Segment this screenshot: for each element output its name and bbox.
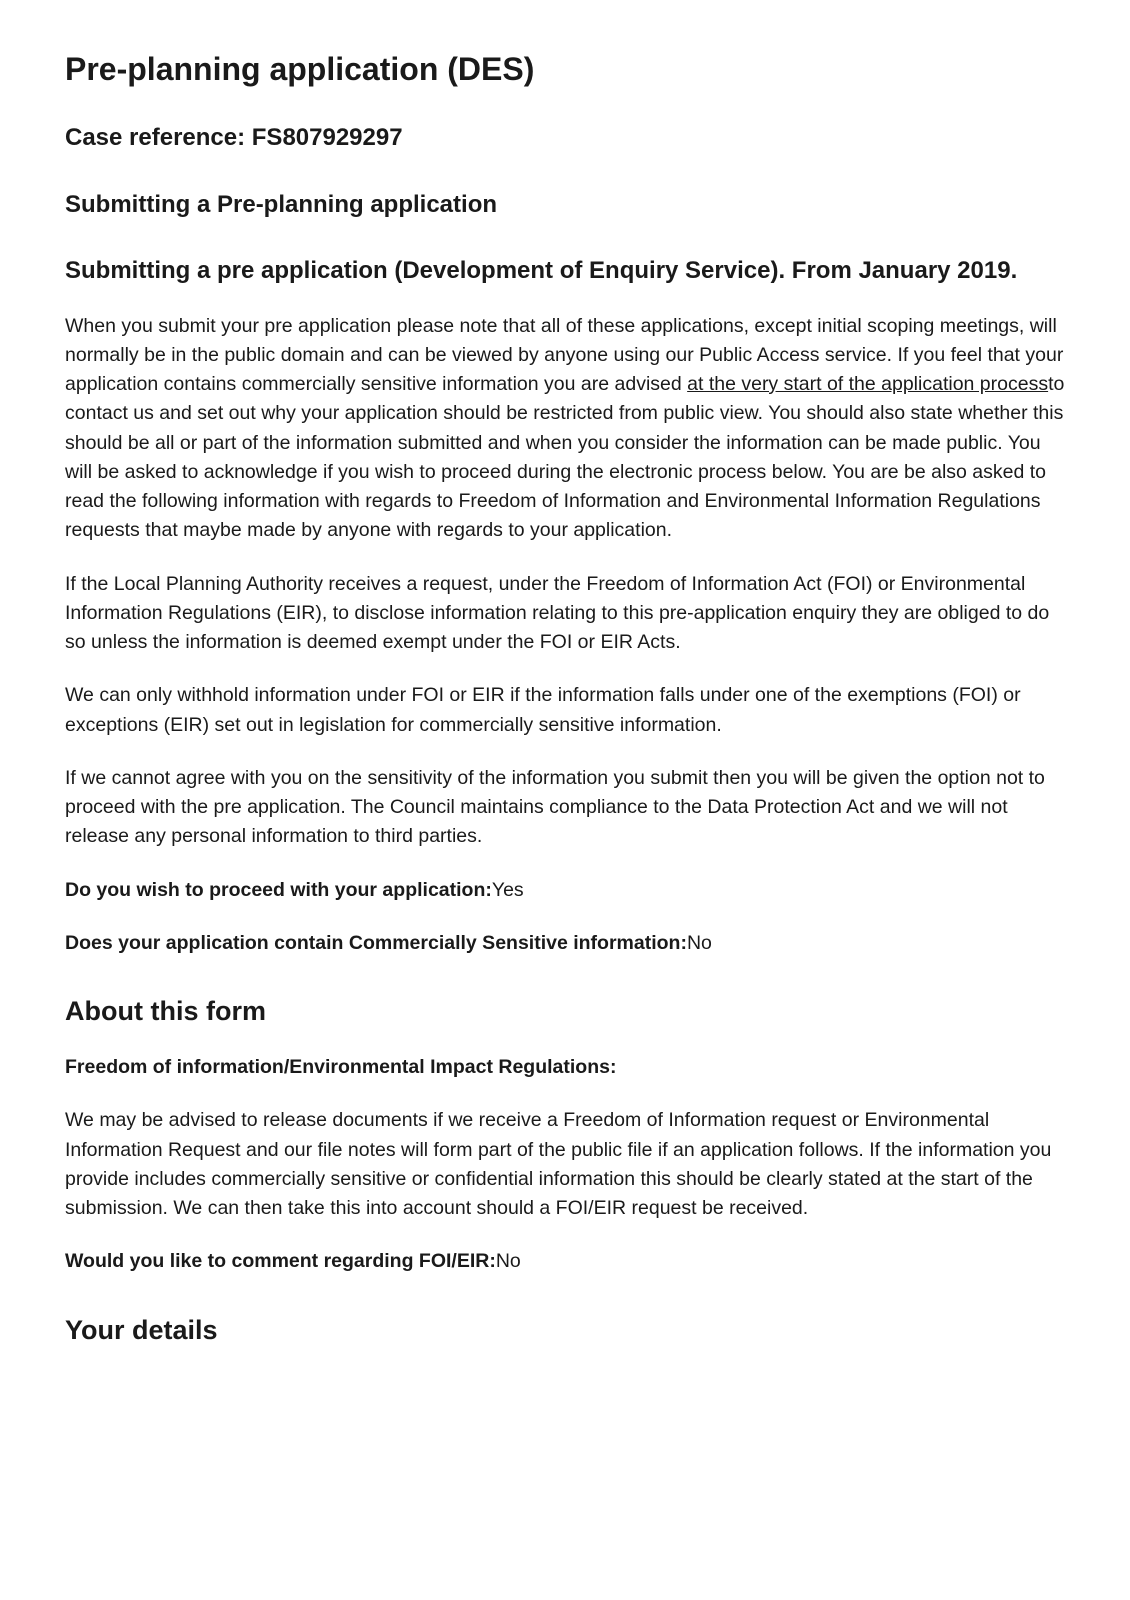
question-proceed-answer: Yes [491, 878, 524, 901]
question-sensitive-label: Does your application contain Commercially Sensitive information: [65, 931, 687, 954]
intro-paragraph [65, 312, 1065, 546]
section-heading-submitting: Submitting a Pre-planning application [65, 190, 498, 218]
section-heading-about: About this form [65, 996, 266, 1027]
application-process-underlined-text: at the very start of the application process [687, 373, 1049, 396]
question-foi-comment-label: Would you like to comment regarding FOI/EIR: [65, 1250, 496, 1273]
question-sensitive-answer: No [686, 931, 712, 954]
section-heading-your-details: Your details [65, 1314, 218, 1345]
foi-eir-subheading: Freedom of information/Environmental Impact Regulations: [65, 1056, 617, 1079]
disagree-paragraph: If we cannot agree with you on the sensitivity of the information you submit then you will be given the option not to proceed with the pre application. The Council maintains compliance to the Data Protection Act and we will not release any personal information to third parties. [65, 766, 1045, 848]
question-sensitive [65, 929, 1065, 958]
document-page [65, 50, 1065, 1348]
question-proceed-label: Do you wish to proceed with your application: [65, 878, 492, 901]
question-foi-comment [65, 1247, 1065, 1276]
withhold-paragraph: We can only withhold information under FOI or EIR if the information falls under one of the exemptions (FOI) or exceptions (EIR) set out in legislation for commercially sensitive information. [65, 684, 1021, 736]
foi-request-paragraph: If the Local Planning Authority receives a request, under the Freedom of Information Act (FOI) or Environmental Information Regulations (EIR), to disclose information relating to this pre-application enquiry they are obliged to do so unless the information is deemed exempt under the FOI or EIR Acts. [65, 572, 1050, 654]
page-title: Pre-planning application (DES) [65, 51, 535, 87]
intro-text-after: to contact us and set out why your application should be restricted from public view. You should also state whether this should be all or part of the information submitted and when you consider the information can be made public. You will be asked to acknowledge if you wish to proceed during the electronic process below. You are be also asked to read the following information with regards to Freedom of Information and Environmental Information Regulations requests that maybe made by anyone with regards to your application. [65, 373, 1065, 542]
intro-text-before: When you submit your pre application please note that all of these applications, except initial scoping meetings, will normally be in the public domain and can be viewed by anyone using our Public Access service. If you feel that your application contains commercially sensitive information you are advised [65, 314, 1064, 396]
section-heading-pre-application: Submitting a pre application (Development of Enquiry Service). From January 2019. [65, 257, 1018, 285]
question-foi-comment-answer: No [495, 1250, 521, 1273]
release-paragraph: We may be advised to release documents if we receive a Freedom of Information request or Environmental Information Request and our file notes will form part of the public file if an application follows. If the information you provide includes commercially sensitive or confidential information this should be clearly stated at the start of the submission. We can then take this into account should a FOI/EIR request be received. [65, 1109, 1052, 1220]
question-proceed [65, 876, 1065, 905]
case-reference-heading: Case reference: FS807929297 [65, 124, 403, 152]
